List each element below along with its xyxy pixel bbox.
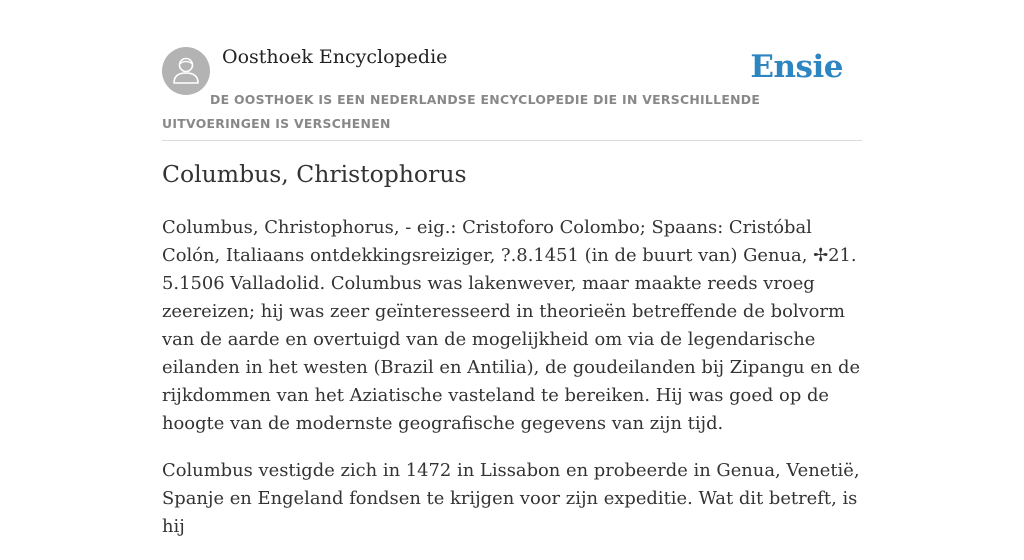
page bbox=[162, 0, 862, 537]
article-title: Columbus, Christophorus bbox=[162, 160, 467, 188]
article-paragraph: Columbus vestigde zich in 1472 in Lissabon en probeerde in Genua, Venetië, Spanje en Engeland fondsen te krijgen voor zijn expeditie. Wat dit betreft, is hij bbox=[162, 460, 860, 537]
article-body bbox=[162, 214, 862, 560]
article-paragraph: Columbus, Christophorus, - eig.: Cristoforo Colombo; Spaans: Cristóbal Colón, Italiaans ontdekkingsreiziger, ?.8.1451 (in de buurt van) Genua, ✢21. 5.1506 Valladolid. Columbus was lakenwever, maar maakte reeds vroeg zeereizen; hij was zeer geïnteresseerd in theorieën betreffende de bolvorm van de aarde en overtuigd van de mogelijkheid om via de legendarische eilanden in het westen (Brazil en Antilia), de goudeilanden bij Zipangu en de rijkdommen van het Aziatische vasteland te bereiken. Hij was goed op de hoogte van de modernste geografische gegevens van zijn tijd. bbox=[162, 217, 861, 434]
brand-logo-link[interactable]: Ensie bbox=[750, 49, 843, 85]
header bbox=[162, 0, 862, 141]
site-name-link[interactable]: Oosthoek Encyclopedie bbox=[222, 46, 448, 68]
site-tagline: DE OOSTHOEK IS EEN NEDERLANDSE ENCYCLOPEDIE DIE IN VERSCHILLENDE UITVOERINGEN IS VERSCHENEN bbox=[162, 92, 761, 131]
